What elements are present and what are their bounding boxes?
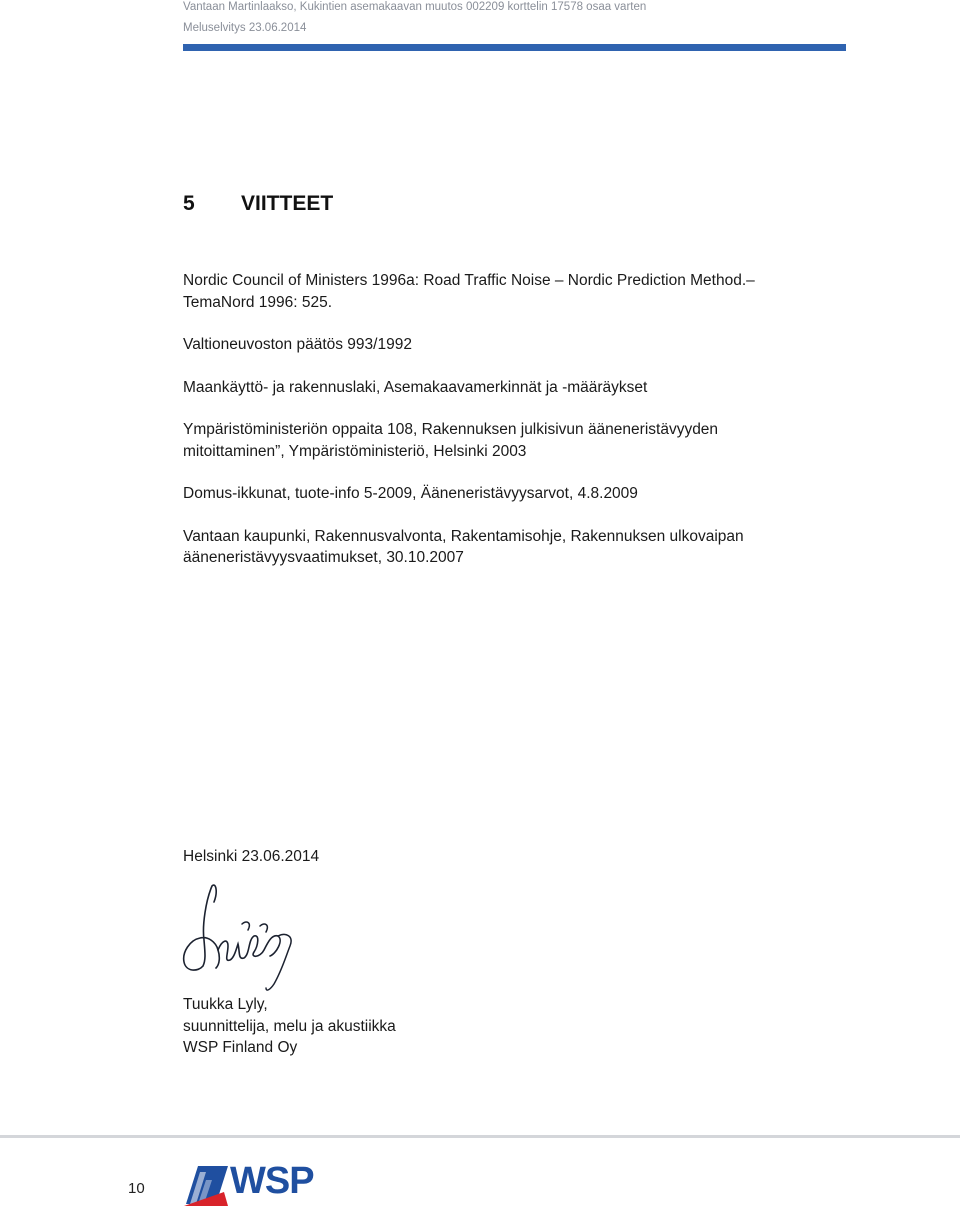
reference-line: Maankäyttö- ja rakennuslaki, Asemakaavamerkinnät ja -määräykset <box>183 378 648 396</box>
header-document-title: Vantaan Martinlaakso, Kukintien asemakaavan muutos 002209 korttelin 17578 osaa varten <box>183 1 647 13</box>
reference-line: Valtioneuvoston päätös 993/1992 <box>183 336 412 353</box>
header-report-date: Meluselvitys 23.06.2014 <box>183 22 307 34</box>
header-rule <box>183 44 846 51</box>
reference-line: mitoittaminen”, Ympäristöministeriö, Helsinki 2003 <box>183 442 527 460</box>
reference-line: ääneneristävyysvaatimukset, 30.10.2007 <box>183 549 464 566</box>
place-and-date: Helsinki 23.06.2014 <box>183 848 320 865</box>
reference-line: Nordic Council of Ministers 1996a: Road Traffic Noise – Nordic Prediction Method.– <box>183 272 755 289</box>
wsp-logo-text: WSP <box>230 1160 314 1202</box>
reference-line: Vantaan kaupunki, Rakennusvalvonta, Rakentamisohje, Rakennuksen ulkovaipan <box>183 527 744 545</box>
reference-item <box>183 270 803 313</box>
reference-item <box>183 526 803 569</box>
signer-name: Tuukka Lyly, <box>183 996 268 1013</box>
reference-line: Domus-ikkunat, tuote-info 5-2009, Ääneneristävyysarvot, 4.8.2009 <box>183 485 638 502</box>
reference-item <box>183 334 803 356</box>
page-header <box>183 0 846 39</box>
signature-image <box>176 880 306 998</box>
reference-item <box>183 419 803 462</box>
footer-rule <box>0 1135 960 1138</box>
signer-block <box>183 994 396 1059</box>
section-heading <box>183 192 333 216</box>
reference-item <box>183 377 803 399</box>
reference-item <box>183 483 803 505</box>
reference-list <box>183 270 803 590</box>
signer-company: WSP Finland Oy <box>183 1039 298 1056</box>
reference-line: TemaNord 1996: 525. <box>183 293 333 311</box>
signer-role: suunnittelija, melu ja akustiikka <box>183 1017 396 1035</box>
section-title: VIITTEET <box>241 192 334 215</box>
reference-line: Ympäristöministeriön oppaita 108, Rakennuksen julkisivun ääneneristävyyden <box>183 421 719 438</box>
section-number: 5 <box>183 192 195 215</box>
page-number: 10 <box>128 1180 145 1197</box>
